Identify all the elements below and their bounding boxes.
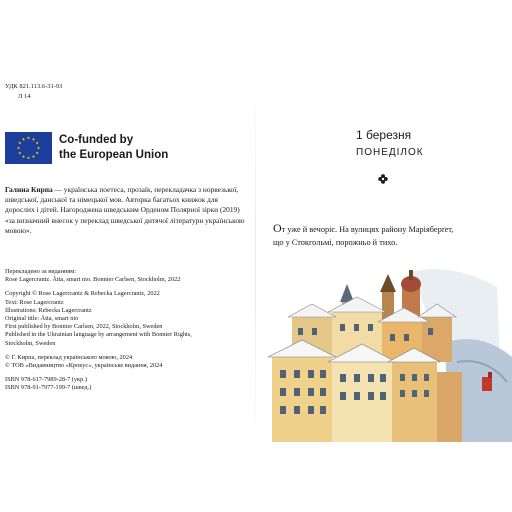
first-published: First published by Bonnier Carlsen, 2022, Stockholm, Sweden bbox=[5, 323, 163, 331]
stockholm-watercolor-illustration bbox=[262, 262, 512, 442]
udc-code: УДК 821.113.6-31-93 bbox=[5, 83, 63, 90]
entry-line2: що у Стокгольмі, порожньо й тихо. bbox=[273, 238, 398, 247]
diary-date: 1 березня bbox=[356, 128, 412, 142]
diary-entry bbox=[273, 222, 501, 249]
published-ukrainian-line2: Stockholm, Sweden bbox=[5, 339, 56, 347]
isbn-swedish: ISBN 978-91-7977-199-7 (швед.) bbox=[5, 384, 92, 392]
translated-from: Rose Lagercrantz. Åtta, smart nio. Bonnier Carlsen, Stockholm, 2022 bbox=[5, 276, 181, 284]
classification-codes bbox=[5, 82, 62, 102]
translator-bio bbox=[5, 185, 249, 236]
copyright-original: Copyright © Rose Lagercrantz & Rebecka Lagercrantz, 2022 bbox=[5, 290, 160, 298]
text-credit: Text: Rose Lagercrantz bbox=[5, 298, 64, 306]
publication-credits bbox=[5, 268, 249, 393]
flower-ornament-icon bbox=[378, 174, 388, 184]
bbk-code: Л 14 bbox=[18, 93, 31, 100]
copyright-translation: © Г. Кирпа, переклад українською мовою, 2024 bbox=[5, 353, 133, 361]
copyright-publisher: © ТОВ «Видавництво «Крокус», українське видання, 2024 bbox=[5, 362, 163, 370]
published-ukrainian-line1: Published in the Ukrainian language by arrangement with Bonnier Rights, bbox=[5, 331, 192, 339]
translated-from-label: Перекладено за виданням: bbox=[5, 268, 76, 275]
original-title: Original title: Åtta, smart nio bbox=[5, 315, 79, 323]
right-page bbox=[256, 0, 512, 512]
isbn-ukrainian: ISBN 978-617-7989-28-7 (укр.) bbox=[5, 376, 87, 384]
translator-bio-text: — українська поетеса, прозаїк, перекладачка з норвезької, шведської, данської та німецької мов. Авторка багатьох книжок для дорослих і дітей. Нагороджена шведським Орденом Полярної зірки (2019) «за визначний внесок у переклад шведської дитячої літератури українською мовою». bbox=[5, 185, 245, 235]
eu-flag-icon bbox=[5, 132, 52, 164]
eu-label-line2: the European Union bbox=[59, 149, 169, 161]
entry-initial: О bbox=[273, 221, 282, 235]
translator-name: Галина Кирпа bbox=[5, 185, 53, 194]
illustrations-credit: Illustrations: Rebecka Lagercrantz bbox=[5, 306, 92, 314]
eu-label-line1: Co-funded by bbox=[59, 134, 134, 146]
diary-weekday: ПОНЕДІЛОК bbox=[356, 147, 424, 158]
eu-cofunded-label bbox=[59, 133, 168, 163]
entry-line1: т уже й вечоріє. На вулицях району Маріяберґет, bbox=[281, 225, 454, 234]
